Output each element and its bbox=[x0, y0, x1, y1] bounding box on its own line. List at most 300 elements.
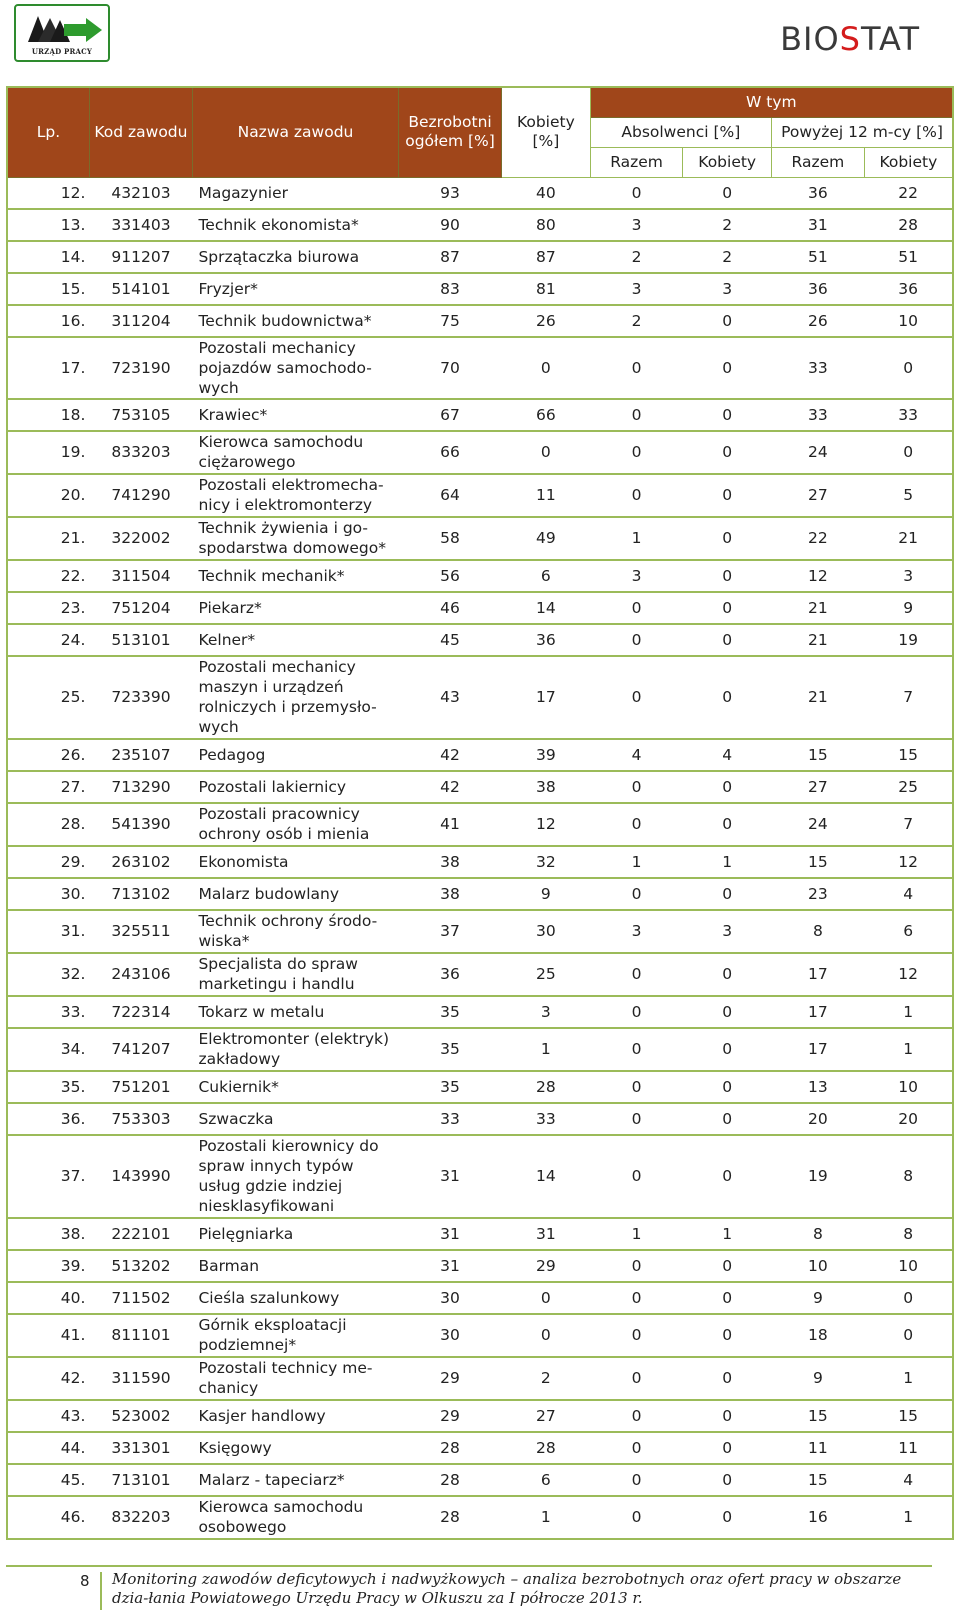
cell-grad-women: 0 bbox=[683, 305, 772, 337]
cell-grad-total: 0 bbox=[590, 1496, 683, 1539]
cell-women: 38 bbox=[502, 771, 591, 803]
cell-long-total: 23 bbox=[772, 878, 865, 910]
cell-name: Górnik eksploatacji podziemnej* bbox=[192, 1314, 398, 1357]
cell-grad-total: 0 bbox=[590, 1464, 683, 1496]
cell-name: Fryzjer* bbox=[192, 273, 398, 305]
page-number: 8 bbox=[80, 1572, 90, 1590]
cell-grad-total: 0 bbox=[590, 1103, 683, 1135]
cell-lp: 28. bbox=[7, 803, 89, 846]
cell-long-total: 20 bbox=[772, 1103, 865, 1135]
cell-long-women: 33 bbox=[864, 399, 953, 431]
cell-grad-women: 4 bbox=[683, 739, 772, 771]
cell-long-women: 1 bbox=[864, 996, 953, 1028]
cell-women: 14 bbox=[502, 1135, 591, 1218]
cell-grad-women: 0 bbox=[683, 996, 772, 1028]
cell-lp: 26. bbox=[7, 739, 89, 771]
cell-code: 331403 bbox=[89, 209, 192, 241]
cell-grad-women: 0 bbox=[683, 431, 772, 474]
cell-name: Pozostali technicy me-chanicy bbox=[192, 1357, 398, 1400]
cell-long-women: 19 bbox=[864, 624, 953, 656]
cell-grad-total: 0 bbox=[590, 1071, 683, 1103]
cell-total: 56 bbox=[399, 560, 502, 592]
col-unemployed: Bezrobotni ogółem [%] bbox=[399, 87, 502, 177]
cell-total: 33 bbox=[399, 1103, 502, 1135]
cell-grad-total: 0 bbox=[590, 399, 683, 431]
cell-name: Cieśla szalunkowy bbox=[192, 1282, 398, 1314]
cell-name: Technik ekonomista* bbox=[192, 209, 398, 241]
table-row bbox=[7, 1496, 953, 1539]
cell-name: Specjalista do spraw marketingu i handlu bbox=[192, 953, 398, 996]
table-row bbox=[7, 656, 953, 739]
cell-name: Sprzątaczka biurowa bbox=[192, 241, 398, 273]
table-body bbox=[7, 177, 953, 1539]
cell-lp: 31. bbox=[7, 910, 89, 953]
cell-code: 513101 bbox=[89, 624, 192, 656]
cell-code: 713102 bbox=[89, 878, 192, 910]
cell-women: 32 bbox=[502, 846, 591, 878]
biostat-logo-part-a: BIO bbox=[780, 20, 840, 58]
cell-code: 753105 bbox=[89, 399, 192, 431]
cell-long-total: 17 bbox=[772, 953, 865, 996]
cell-long-women: 0 bbox=[864, 337, 953, 399]
table-row bbox=[7, 431, 953, 474]
cell-lp: 21. bbox=[7, 517, 89, 560]
cell-code: 723190 bbox=[89, 337, 192, 399]
cell-grad-women: 2 bbox=[683, 241, 772, 273]
cell-grad-women: 0 bbox=[683, 1103, 772, 1135]
cell-long-total: 17 bbox=[772, 1028, 865, 1071]
col-long-term: Powyżej 12 m-cy [%] bbox=[772, 117, 953, 147]
table-row bbox=[7, 1282, 953, 1314]
cell-total: 31 bbox=[399, 1250, 502, 1282]
cell-lp: 37. bbox=[7, 1135, 89, 1218]
cell-name: Ekonomista bbox=[192, 846, 398, 878]
cell-name: Technik budownictwa* bbox=[192, 305, 398, 337]
cell-long-women: 10 bbox=[864, 305, 953, 337]
col-women: Kobiety [%] bbox=[502, 87, 591, 177]
cell-grad-women: 3 bbox=[683, 273, 772, 305]
cell-women: 0 bbox=[502, 1282, 591, 1314]
cell-long-women: 36 bbox=[864, 273, 953, 305]
cell-grad-total: 3 bbox=[590, 273, 683, 305]
cell-lp: 15. bbox=[7, 273, 89, 305]
cell-grad-total: 0 bbox=[590, 953, 683, 996]
cell-women: 17 bbox=[502, 656, 591, 739]
cell-name: Technik żywienia i go-spodarstwa domowego* bbox=[192, 517, 398, 560]
cell-total: 83 bbox=[399, 273, 502, 305]
cell-long-total: 12 bbox=[772, 560, 865, 592]
cell-long-women: 3 bbox=[864, 560, 953, 592]
cell-grad-total: 1 bbox=[590, 846, 683, 878]
cell-grad-women: 0 bbox=[683, 1028, 772, 1071]
table-row bbox=[7, 517, 953, 560]
cell-lp: 44. bbox=[7, 1432, 89, 1464]
cell-total: 37 bbox=[399, 910, 502, 953]
cell-long-total: 10 bbox=[772, 1250, 865, 1282]
cell-code: 143990 bbox=[89, 1135, 192, 1218]
cell-long-total: 17 bbox=[772, 996, 865, 1028]
cell-code: 722314 bbox=[89, 996, 192, 1028]
table-row bbox=[7, 771, 953, 803]
cell-women: 0 bbox=[502, 1314, 591, 1357]
cell-grad-total: 0 bbox=[590, 1135, 683, 1218]
cell-long-women: 15 bbox=[864, 1400, 953, 1432]
cell-name: Księgowy bbox=[192, 1432, 398, 1464]
cell-long-total: 9 bbox=[772, 1282, 865, 1314]
urzad-pracy-caption: URZĄD PRACY bbox=[31, 47, 93, 56]
col-grad-total: Razem bbox=[590, 147, 683, 177]
cell-long-women: 1 bbox=[864, 1028, 953, 1071]
cell-lp: 22. bbox=[7, 560, 89, 592]
cell-long-total: 22 bbox=[772, 517, 865, 560]
cell-long-total: 27 bbox=[772, 474, 865, 517]
cell-women: 80 bbox=[502, 209, 591, 241]
cell-grad-total: 0 bbox=[590, 1250, 683, 1282]
cell-grad-total: 0 bbox=[590, 1432, 683, 1464]
table-row bbox=[7, 337, 953, 399]
cell-grad-women: 0 bbox=[683, 337, 772, 399]
cell-grad-women: 0 bbox=[683, 1432, 772, 1464]
cell-long-women: 12 bbox=[864, 953, 953, 996]
cell-grad-women: 0 bbox=[683, 878, 772, 910]
cell-code: 713101 bbox=[89, 1464, 192, 1496]
cell-total: 46 bbox=[399, 592, 502, 624]
cell-long-total: 15 bbox=[772, 1400, 865, 1432]
cell-code: 723390 bbox=[89, 656, 192, 739]
cell-grad-total: 0 bbox=[590, 1357, 683, 1400]
cell-lp: 13. bbox=[7, 209, 89, 241]
cell-grad-women: 0 bbox=[683, 592, 772, 624]
cell-grad-women: 1 bbox=[683, 846, 772, 878]
cell-long-women: 28 bbox=[864, 209, 953, 241]
cell-long-total: 31 bbox=[772, 209, 865, 241]
cell-total: 29 bbox=[399, 1357, 502, 1400]
cell-women: 11 bbox=[502, 474, 591, 517]
cell-women: 1 bbox=[502, 1028, 591, 1071]
cell-total: 42 bbox=[399, 771, 502, 803]
cell-women: 36 bbox=[502, 624, 591, 656]
cell-total: 66 bbox=[399, 431, 502, 474]
cell-total: 64 bbox=[399, 474, 502, 517]
cell-name: Technik mechanik* bbox=[192, 560, 398, 592]
cell-grad-women: 0 bbox=[683, 474, 772, 517]
cell-lp: 25. bbox=[7, 656, 89, 739]
cell-name: Elektromonter (elektryk) zakładowy bbox=[192, 1028, 398, 1071]
cell-total: 38 bbox=[399, 878, 502, 910]
table-row bbox=[7, 1432, 953, 1464]
cell-women: 81 bbox=[502, 273, 591, 305]
cell-total: 42 bbox=[399, 739, 502, 771]
cell-women: 3 bbox=[502, 996, 591, 1028]
cell-grad-total: 0 bbox=[590, 592, 683, 624]
col-long-total: Razem bbox=[772, 147, 865, 177]
cell-grad-women: 0 bbox=[683, 771, 772, 803]
table-row bbox=[7, 1464, 953, 1496]
cell-lp: 16. bbox=[7, 305, 89, 337]
cell-lp: 46. bbox=[7, 1496, 89, 1539]
cell-long-women: 5 bbox=[864, 474, 953, 517]
cell-grad-women: 0 bbox=[683, 1464, 772, 1496]
cell-grad-total: 3 bbox=[590, 560, 683, 592]
cell-code: 235107 bbox=[89, 739, 192, 771]
col-lp: Lp. bbox=[7, 87, 89, 177]
col-name: Nazwa zawodu bbox=[192, 87, 398, 177]
cell-code: 713290 bbox=[89, 771, 192, 803]
cell-grad-women: 0 bbox=[683, 1496, 772, 1539]
cell-long-total: 21 bbox=[772, 656, 865, 739]
footer-divider bbox=[6, 1565, 932, 1567]
cell-lp: 40. bbox=[7, 1282, 89, 1314]
cell-grad-women: 0 bbox=[683, 803, 772, 846]
cell-women: 31 bbox=[502, 1218, 591, 1250]
cell-name: Piekarz* bbox=[192, 592, 398, 624]
cell-code: 741207 bbox=[89, 1028, 192, 1071]
cell-lp: 42. bbox=[7, 1357, 89, 1400]
cell-total: 36 bbox=[399, 953, 502, 996]
cell-lp: 17. bbox=[7, 337, 89, 399]
cell-long-total: 9 bbox=[772, 1357, 865, 1400]
cell-lp: 36. bbox=[7, 1103, 89, 1135]
cell-grad-total: 0 bbox=[590, 1314, 683, 1357]
cell-code: 711502 bbox=[89, 1282, 192, 1314]
cell-code: 263102 bbox=[89, 846, 192, 878]
cell-women: 0 bbox=[502, 431, 591, 474]
cell-grad-women: 0 bbox=[683, 1250, 772, 1282]
cell-name: Cukiernik* bbox=[192, 1071, 398, 1103]
cell-grad-women: 3 bbox=[683, 910, 772, 953]
cell-total: 29 bbox=[399, 1400, 502, 1432]
cell-long-total: 26 bbox=[772, 305, 865, 337]
table-row bbox=[7, 560, 953, 592]
table-row bbox=[7, 177, 953, 209]
cell-long-women: 8 bbox=[864, 1135, 953, 1218]
cell-code: 325511 bbox=[89, 910, 192, 953]
cell-total: 75 bbox=[399, 305, 502, 337]
cell-women: 6 bbox=[502, 1464, 591, 1496]
cell-long-women: 0 bbox=[864, 431, 953, 474]
cell-total: 35 bbox=[399, 996, 502, 1028]
cell-long-total: 36 bbox=[772, 273, 865, 305]
cell-long-total: 11 bbox=[772, 1432, 865, 1464]
cell-women: 33 bbox=[502, 1103, 591, 1135]
cell-long-women: 21 bbox=[864, 517, 953, 560]
cell-women: 0 bbox=[502, 337, 591, 399]
cell-total: 93 bbox=[399, 177, 502, 209]
cell-women: 49 bbox=[502, 517, 591, 560]
cell-code: 514101 bbox=[89, 273, 192, 305]
table-row bbox=[7, 209, 953, 241]
cell-grad-total: 1 bbox=[590, 517, 683, 560]
cell-long-women: 1 bbox=[864, 1496, 953, 1539]
col-w-tym: W tym bbox=[590, 87, 953, 117]
cell-total: 58 bbox=[399, 517, 502, 560]
cell-long-total: 36 bbox=[772, 177, 865, 209]
occupations-table bbox=[6, 86, 954, 1540]
cell-long-total: 51 bbox=[772, 241, 865, 273]
cell-lp: 32. bbox=[7, 953, 89, 996]
cell-women: 66 bbox=[502, 399, 591, 431]
cell-women: 26 bbox=[502, 305, 591, 337]
cell-total: 45 bbox=[399, 624, 502, 656]
cell-grad-women: 0 bbox=[683, 560, 772, 592]
cell-grad-total: 0 bbox=[590, 177, 683, 209]
cell-lp: 29. bbox=[7, 846, 89, 878]
table-row bbox=[7, 1357, 953, 1400]
cell-code: 322002 bbox=[89, 517, 192, 560]
cell-grad-total: 0 bbox=[590, 771, 683, 803]
cell-lp: 12. bbox=[7, 177, 89, 209]
cell-lp: 45. bbox=[7, 1464, 89, 1496]
cell-long-total: 8 bbox=[772, 910, 865, 953]
table-row bbox=[7, 739, 953, 771]
cell-name: Kelner* bbox=[192, 624, 398, 656]
cell-grad-total: 3 bbox=[590, 209, 683, 241]
table-row bbox=[7, 1135, 953, 1218]
cell-code: 311204 bbox=[89, 305, 192, 337]
cell-long-women: 15 bbox=[864, 739, 953, 771]
cell-total: 30 bbox=[399, 1282, 502, 1314]
cell-code: 311590 bbox=[89, 1357, 192, 1400]
cell-name: Pozostali mechanicy maszyn i urządzeń rolniczych i przemysło-wych bbox=[192, 656, 398, 739]
cell-lp: 30. bbox=[7, 878, 89, 910]
cell-lp: 19. bbox=[7, 431, 89, 474]
cell-long-total: 21 bbox=[772, 624, 865, 656]
cell-code: 753303 bbox=[89, 1103, 192, 1135]
cell-lp: 33. bbox=[7, 996, 89, 1028]
cell-name: Pozostali lakiernicy bbox=[192, 771, 398, 803]
cell-long-women: 1 bbox=[864, 1357, 953, 1400]
cell-long-women: 20 bbox=[864, 1103, 953, 1135]
cell-code: 833203 bbox=[89, 431, 192, 474]
cell-grad-total: 2 bbox=[590, 305, 683, 337]
cell-code: 432103 bbox=[89, 177, 192, 209]
cell-women: 25 bbox=[502, 953, 591, 996]
cell-grad-women: 0 bbox=[683, 517, 772, 560]
cell-grad-total: 0 bbox=[590, 1400, 683, 1432]
table-row bbox=[7, 624, 953, 656]
cell-grad-total: 0 bbox=[590, 1282, 683, 1314]
cell-name: Kierowca samochodu ciężarowego bbox=[192, 431, 398, 474]
table-row bbox=[7, 1250, 953, 1282]
table-row bbox=[7, 399, 953, 431]
biostat-logo-part-c: TAT bbox=[860, 20, 920, 58]
cell-women: 28 bbox=[502, 1432, 591, 1464]
cell-name: Pozostali elektromecha-nicy i elektromonterzy bbox=[192, 474, 398, 517]
cell-code: 751204 bbox=[89, 592, 192, 624]
cell-lp: 20. bbox=[7, 474, 89, 517]
cell-total: 28 bbox=[399, 1496, 502, 1539]
biostat-logo-part-b: S bbox=[839, 20, 861, 58]
cell-long-women: 51 bbox=[864, 241, 953, 273]
cell-long-total: 8 bbox=[772, 1218, 865, 1250]
cell-grad-women: 0 bbox=[683, 177, 772, 209]
cell-grad-total: 3 bbox=[590, 910, 683, 953]
cell-lp: 38. bbox=[7, 1218, 89, 1250]
cell-women: 28 bbox=[502, 1071, 591, 1103]
cell-grad-women: 0 bbox=[683, 1071, 772, 1103]
cell-long-total: 15 bbox=[772, 1464, 865, 1496]
table-row bbox=[7, 996, 953, 1028]
table-row bbox=[7, 878, 953, 910]
cell-grad-women: 0 bbox=[683, 953, 772, 996]
cell-grad-women: 0 bbox=[683, 1400, 772, 1432]
cell-name: Pozostali kierownicy do spraw innych typów usług gdzie indziej niesklasyfikowani bbox=[192, 1135, 398, 1218]
cell-long-total: 16 bbox=[772, 1496, 865, 1539]
cell-code: 222101 bbox=[89, 1218, 192, 1250]
cell-grad-women: 1 bbox=[683, 1218, 772, 1250]
urzad-pracy-logo bbox=[14, 4, 110, 62]
cell-code: 331301 bbox=[89, 1432, 192, 1464]
cell-lp: 27. bbox=[7, 771, 89, 803]
col-graduates: Absolwenci [%] bbox=[590, 117, 771, 147]
table-row bbox=[7, 1218, 953, 1250]
cell-grad-total: 0 bbox=[590, 431, 683, 474]
cell-name: Pozostali pracownicy ochrony osób i mienia bbox=[192, 803, 398, 846]
cell-long-total: 33 bbox=[772, 399, 865, 431]
table-row bbox=[7, 1103, 953, 1135]
cell-long-total: 13 bbox=[772, 1071, 865, 1103]
cell-women: 2 bbox=[502, 1357, 591, 1400]
table-row bbox=[7, 1314, 953, 1357]
table-row bbox=[7, 1071, 953, 1103]
cell-long-total: 33 bbox=[772, 337, 865, 399]
cell-women: 27 bbox=[502, 1400, 591, 1432]
cell-grad-women: 0 bbox=[683, 1135, 772, 1218]
biostat-logo bbox=[780, 22, 920, 56]
cell-lp: 35. bbox=[7, 1071, 89, 1103]
footer-text: Monitoring zawodów deficytowych i nadwyżkowych – analiza bezrobotnych oraz ofert pracy w obszarze dzia-łania Powiatowego Urzędu Pracy w Olkuszu za I półrocze 2013 r. bbox=[112, 1570, 902, 1607]
cell-lp: 43. bbox=[7, 1400, 89, 1432]
cell-long-total: 15 bbox=[772, 739, 865, 771]
cell-name: Pedagog bbox=[192, 739, 398, 771]
cell-grad-total: 0 bbox=[590, 624, 683, 656]
cell-lp: 14. bbox=[7, 241, 89, 273]
cell-name: Krawiec* bbox=[192, 399, 398, 431]
cell-name: Szwaczka bbox=[192, 1103, 398, 1135]
cell-name: Pozostali mechanicy pojazdów samochodo-wych bbox=[192, 337, 398, 399]
cell-total: 30 bbox=[399, 1314, 502, 1357]
cell-lp: 23. bbox=[7, 592, 89, 624]
cell-total: 35 bbox=[399, 1028, 502, 1071]
cell-women: 40 bbox=[502, 177, 591, 209]
cell-grad-women: 0 bbox=[683, 1282, 772, 1314]
table-row bbox=[7, 273, 953, 305]
table-row bbox=[7, 1028, 953, 1071]
cell-long-women: 7 bbox=[864, 803, 953, 846]
cell-name: Barman bbox=[192, 1250, 398, 1282]
cell-code: 541390 bbox=[89, 803, 192, 846]
table-row bbox=[7, 910, 953, 953]
cell-name: Pielęgniarka bbox=[192, 1218, 398, 1250]
cell-total: 28 bbox=[399, 1464, 502, 1496]
table-row bbox=[7, 592, 953, 624]
cell-grad-women: 0 bbox=[683, 1314, 772, 1357]
cell-long-women: 22 bbox=[864, 177, 953, 209]
cell-grad-total: 1 bbox=[590, 1218, 683, 1250]
cell-grad-total: 2 bbox=[590, 241, 683, 273]
cell-total: 35 bbox=[399, 1071, 502, 1103]
cell-lp: 34. bbox=[7, 1028, 89, 1071]
cell-total: 90 bbox=[399, 209, 502, 241]
cell-long-women: 6 bbox=[864, 910, 953, 953]
table-row bbox=[7, 305, 953, 337]
cell-total: 38 bbox=[399, 846, 502, 878]
cell-women: 14 bbox=[502, 592, 591, 624]
cell-long-total: 15 bbox=[772, 846, 865, 878]
cell-long-women: 25 bbox=[864, 771, 953, 803]
cell-lp: 18. bbox=[7, 399, 89, 431]
cell-women: 9 bbox=[502, 878, 591, 910]
